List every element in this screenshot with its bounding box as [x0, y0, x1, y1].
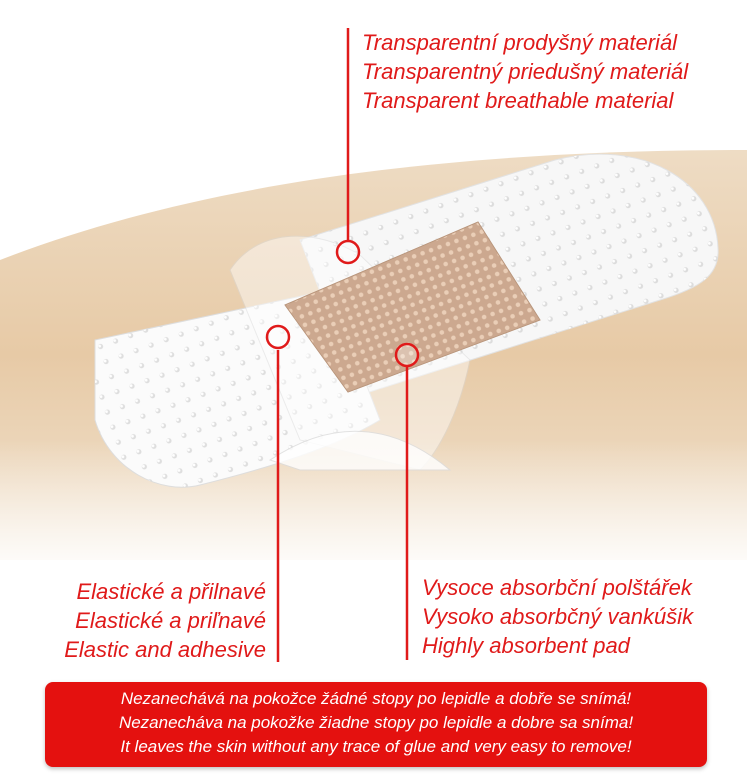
callout-line: Elastické a priľnavé [75, 608, 266, 633]
callout-line: Transparent breathable material [362, 88, 674, 113]
footer-line: Nezanecháva na pokožke žiadne stopy po lepidle a dobre sa sníma! [118, 713, 634, 732]
marker-right [396, 344, 418, 366]
marker-top [337, 241, 359, 263]
footer-line: Nezanechává na pokožce žádné stopy po lepidle a dobře se snímá! [120, 689, 632, 708]
callout-line: Elastické a přilnavé [76, 579, 266, 604]
callout-elastic-adhesive [64, 577, 266, 664]
callout-line: Elastic and adhesive [64, 637, 266, 662]
footer-line: It leaves the skin without any trace of glue and very easy to remove! [120, 737, 632, 756]
callout-breathable-material [362, 28, 688, 115]
callout-line: Transparentní prodyšný materiál [362, 30, 678, 55]
callout-line: Transparentný priedušný materiál [362, 59, 689, 84]
callout-absorbent-pad [422, 573, 693, 660]
callout-line: Vysoko absorbčný vankúšik [422, 604, 694, 629]
footer-banner [45, 682, 707, 767]
callout-line: Highly absorbent pad [422, 633, 630, 658]
marker-left [267, 326, 289, 348]
callout-line: Vysoce absorbční polštářek [422, 575, 692, 600]
